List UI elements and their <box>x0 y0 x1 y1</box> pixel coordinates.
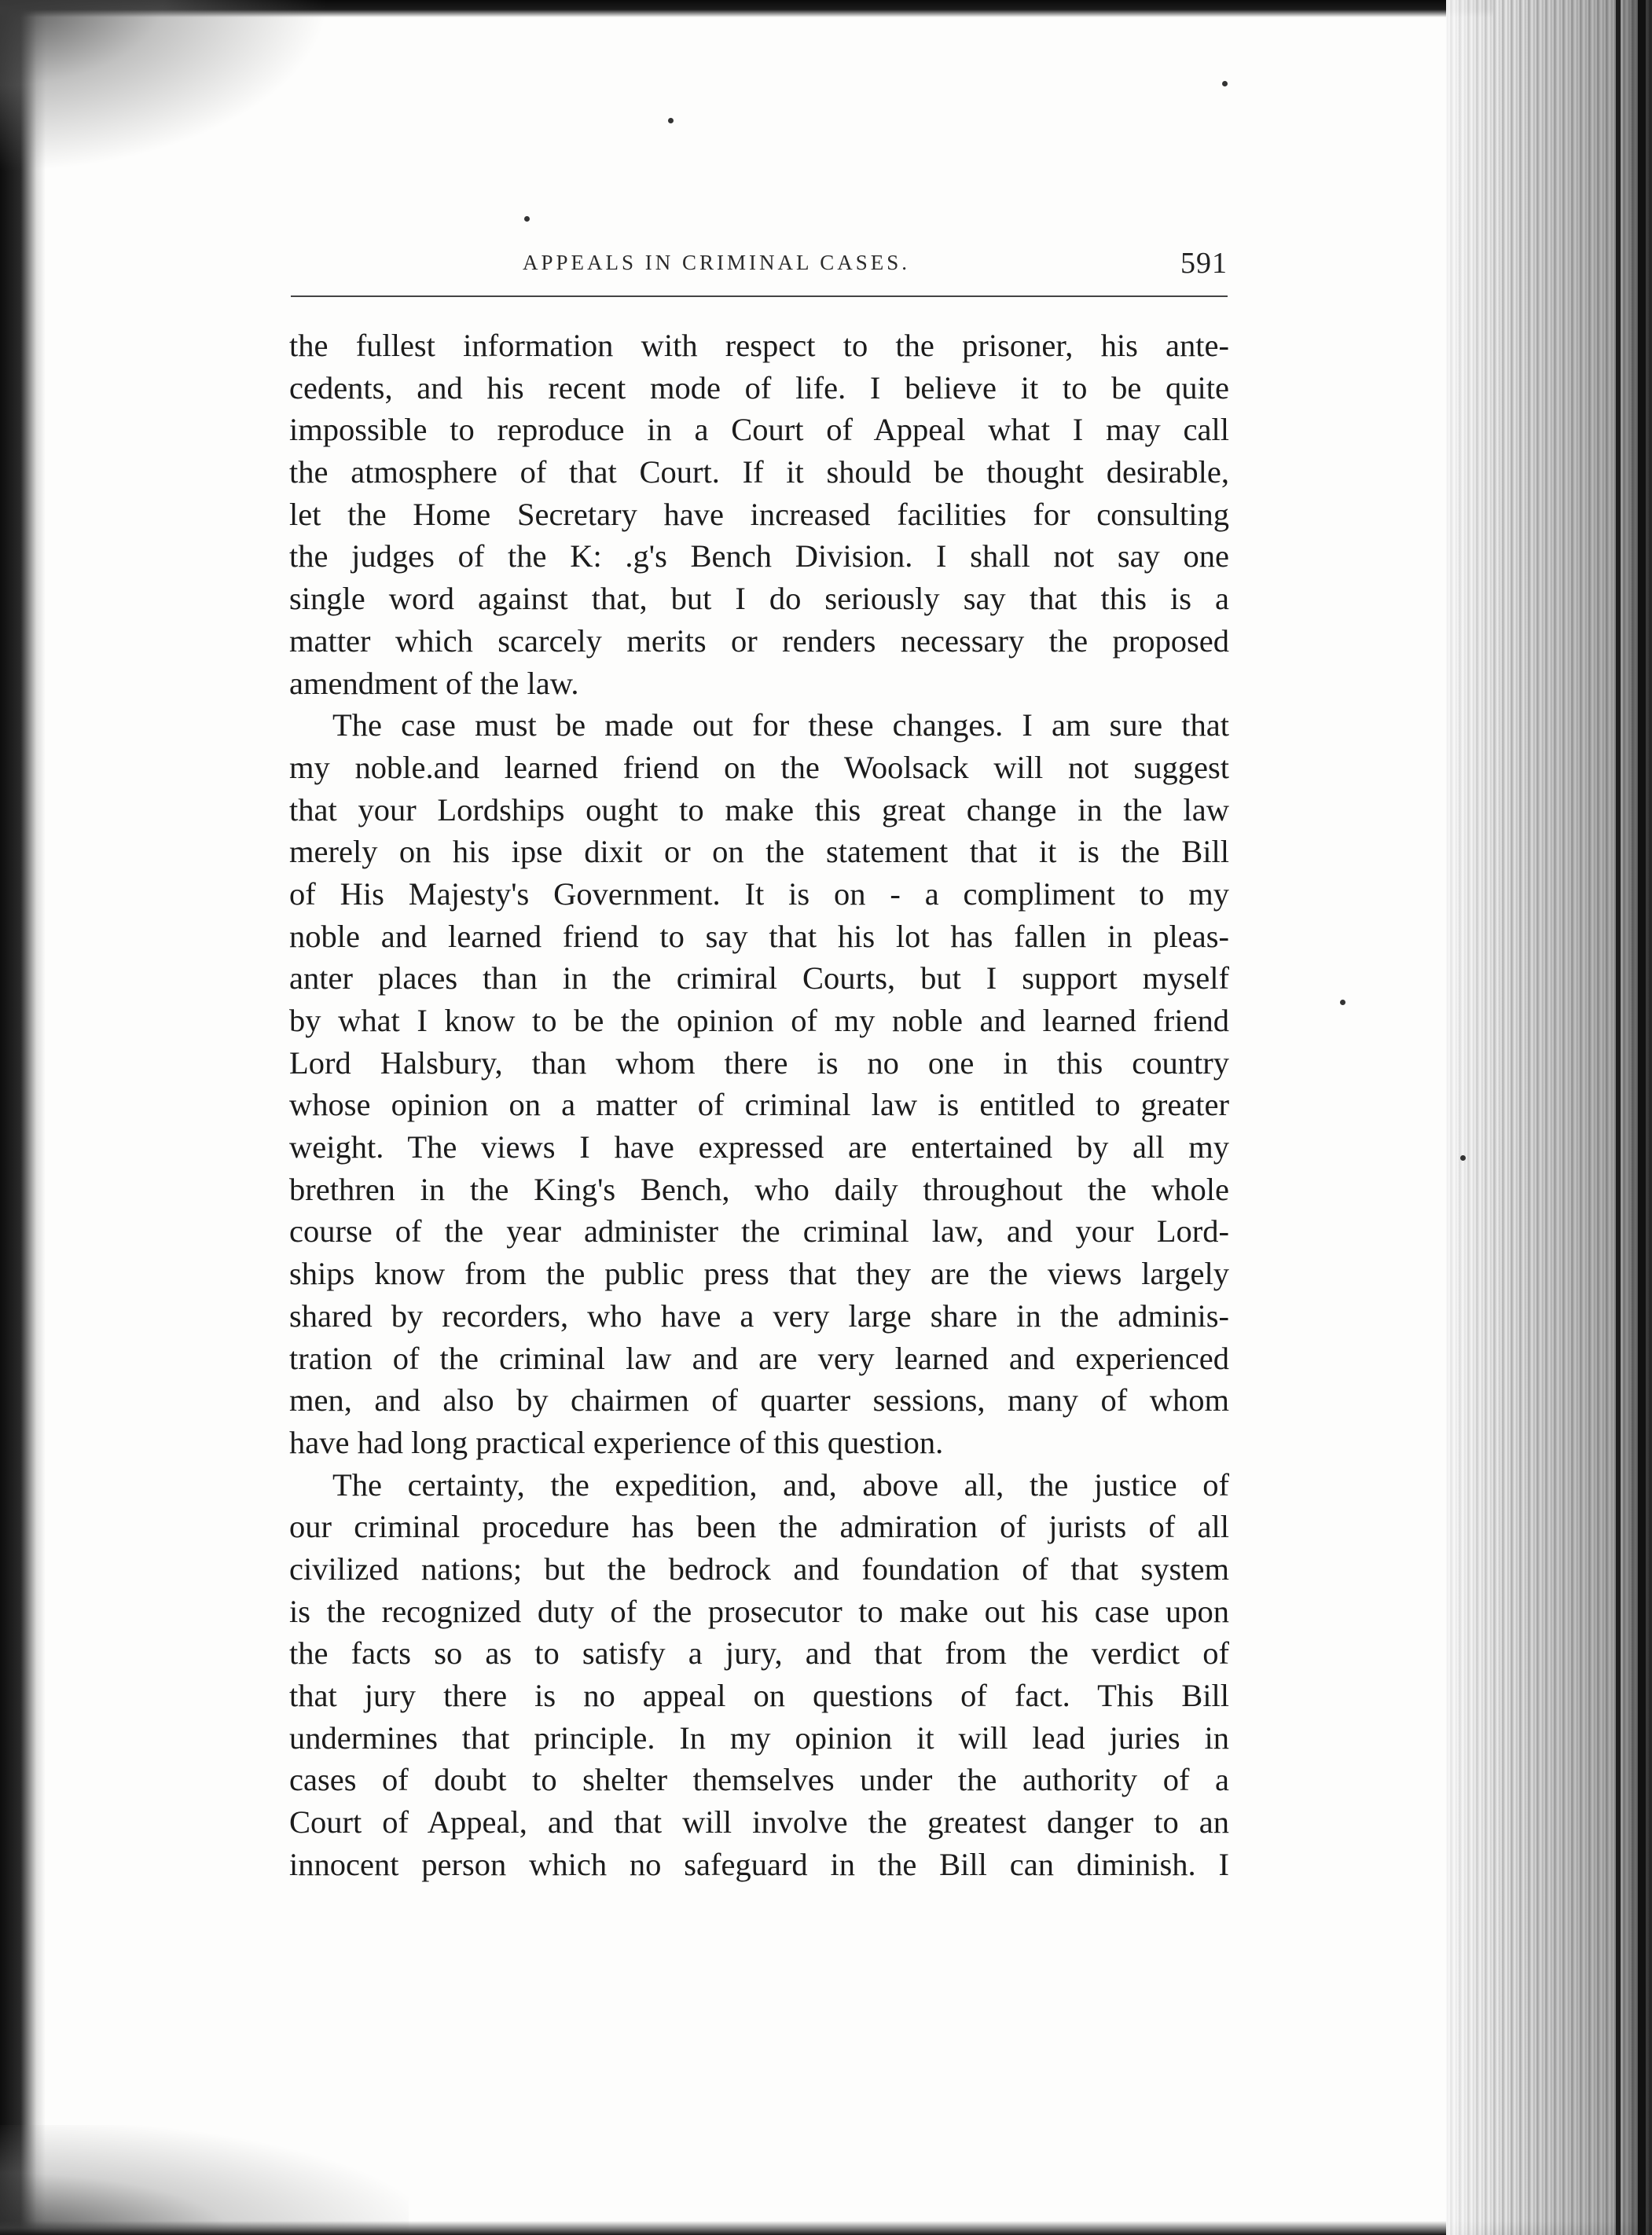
text-line: innocent person which no safeguard in the Bill can diminish. I <box>289 1846 1229 1882</box>
book-edge-line <box>1616 0 1621 2235</box>
header-rule <box>291 295 1228 297</box>
text-line: that jury there is no appeal on questions of fact. This Bill <box>289 1678 1229 1713</box>
text-line: men, and also by chairmen of quarter sessions, many of whom <box>289 1382 1229 1418</box>
scan-shadow-bottom-left <box>0 2125 409 2235</box>
text-line: by what I know to be the opinion of my noble and learned friend <box>289 1003 1229 1038</box>
scan-speck <box>1460 1155 1466 1161</box>
scan-shadow-corner <box>0 0 330 173</box>
text-line: Court of Appeal, and that will involve the greatest danger to an <box>289 1804 1229 1840</box>
text-line: is the recognized duty of the prosecutor to make out his case upon <box>289 1593 1229 1629</box>
scan-speck <box>1222 81 1228 86</box>
text-line: cedents, and his recent mode of life. I believe it to be quite <box>289 369 1229 406</box>
text-line: single word against that, but I do seriously say that this is a <box>289 581 1229 617</box>
text-line: of His Majesty's Government. It is on - a compliment to my <box>289 875 1229 912</box>
text-line: the fullest information with respect to the prisoner, his ante- <box>289 328 1229 363</box>
text-line: civilized nations; but the bedrock and foundation of that system <box>289 1551 1229 1587</box>
book-page-edge-shade <box>1446 0 1652 2235</box>
text-line: tration of the criminal law and are very learned and experienced <box>289 1340 1229 1376</box>
text-line: whose opinion on a matter of criminal law is entitled to greater <box>289 1087 1229 1123</box>
text-line: merely on his ipse dixit or on the statement that it is the Bill <box>289 834 1229 870</box>
text-line: brethren in the King's Bench, who daily throughout the whole <box>289 1171 1229 1207</box>
text-line: my noble.and learned friend on the Woolsack will not suggest <box>289 749 1229 785</box>
text-line: let the Home Secretary have increased facilities for consulting <box>289 496 1229 532</box>
text-line: that your Lordships ought to make this great change in the law <box>289 791 1229 828</box>
text-line: matter which scarcely merits or renders necessary the proposed <box>289 622 1229 659</box>
book-edge-line-outer <box>1638 0 1646 2235</box>
text-line: anter places than in the crimiral Courts, but I support myself <box>289 960 1229 996</box>
page-number: 591 <box>1180 247 1228 280</box>
text-line: weight. The views I have expressed are entertained by all my <box>289 1129 1229 1165</box>
scan-speck <box>668 118 674 123</box>
scan-speck <box>1340 1000 1345 1005</box>
text-line: impossible to reproduce in a Court of Appeal what I may call <box>289 412 1229 448</box>
text-line: amendment of the law. <box>289 665 579 701</box>
text-line: The certainty, the expedition, and, above all, the justice of <box>332 1466 1229 1503</box>
text-line: the facts so as to satisfy a jury, and that from the verdict of <box>289 1635 1229 1672</box>
text-line: Lord Halsbury, than whom there is no one in this country <box>289 1044 1229 1081</box>
scan-shadow-bottom <box>0 2221 1652 2235</box>
body-text <box>289 325 1229 1885</box>
text-line: course of the year administer the criminal law, and your Lord- <box>289 1213 1229 1250</box>
scan-shadow-left <box>0 0 46 2235</box>
text-line: the judges of the K: .g's Bench Division. I shall not say one <box>289 538 1229 574</box>
text-line: the atmosphere of that Court. If it should be thought desirable, <box>289 454 1229 490</box>
text-line: our criminal procedure has been the admiration of jurists of all <box>289 1509 1229 1545</box>
running-title: APPEALS IN CRIMINAL CASES. <box>523 251 911 274</box>
text-line: undermines that principle. In my opinion it will lead juries in <box>289 1719 1229 1756</box>
text-line: noble and learned friend to say that his lot has fallen in pleas- <box>289 918 1229 954</box>
text-line: The case must be made out for these changes. I am sure that <box>332 707 1229 743</box>
text-line: shared by recorders, who have a very large share in the adminis- <box>289 1297 1229 1334</box>
scan-speck <box>524 216 530 222</box>
running-head <box>291 246 1228 293</box>
text-line: have had long practical experience of this question. <box>289 1424 944 1460</box>
text-line: ships know from the public press that they are the views largely <box>289 1256 1229 1292</box>
text-line: cases of doubt to shelter themselves under the authority of a <box>289 1762 1229 1798</box>
